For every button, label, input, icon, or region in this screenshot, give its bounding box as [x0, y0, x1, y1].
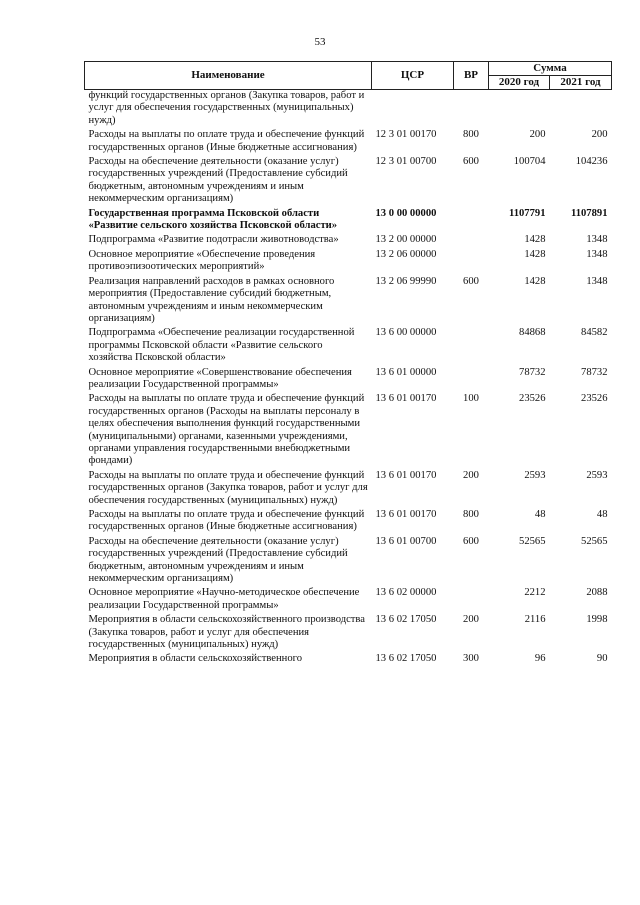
row-amount-2021: 1348 — [586, 275, 608, 287]
row-name: Основное мероприятие «Научно-методическое обеспечение реализации Государственной программы» — [88, 587, 360, 611]
row-amount-2021 — [550, 90, 612, 130]
row-amount-2021: 52565 — [581, 535, 608, 547]
row-name: функций государственных органов (Закупка товаров, работ и услуг для обеспечения государственных (муниципальных) нужд) — [88, 90, 365, 126]
row-amount-2020: 96 — [534, 653, 546, 665]
row-csr: 13 6 01 00700 — [375, 535, 437, 547]
header-csr: ЦСР — [372, 62, 454, 90]
table-row — [85, 587, 612, 614]
row-amount-2020: 84868 — [519, 327, 546, 339]
row-vr: 200 — [463, 469, 479, 481]
row-vr — [454, 587, 489, 614]
row-vr: 100 — [463, 393, 479, 405]
budget-table — [84, 61, 612, 668]
header-name: Наименование — [85, 62, 372, 90]
table-row — [85, 249, 612, 276]
row-name: Расходы на выплаты по оплате труда и обеспечение функций государственных органов (Иные бюджетные ассигнования) — [88, 129, 365, 153]
table-row — [85, 614, 612, 653]
row-name: Подпрограмма «Обеспечение реализации государственной программы Псковской области «Развитие сельского хозяйства Псковской области» — [88, 327, 355, 364]
row-csr — [372, 90, 454, 130]
row-amount-2020: 1107791 — [509, 207, 546, 219]
row-csr: 13 6 02 17050 — [375, 614, 437, 626]
row-vr: 800 — [463, 509, 479, 520]
row-name: Расходы на выплаты по оплате труда и обеспечение функций государственных органов (Закупка товаров, работ и услуг для обеспечения государственных (муниципальных) нужд) — [88, 469, 368, 506]
row-csr: 13 6 01 00170 — [375, 393, 437, 405]
row-name: Мероприятия в области сельскохозяйственного производства (Закупка товаров, работ и услуг для обеспечения государственных (муниципальных) нужд) — [88, 614, 365, 651]
table-row — [85, 470, 612, 509]
table-row — [85, 327, 612, 366]
row-amount-2020: 2116 — [524, 614, 546, 626]
row-amount-2021: 1107891 — [571, 207, 608, 219]
row-amount-2020: 100704 — [513, 156, 546, 168]
row-csr: 13 6 02 00000 — [375, 587, 437, 599]
row-amount-2021: 2593 — [586, 469, 608, 481]
row-amount-2020: 23526 — [519, 393, 546, 405]
table-row — [85, 90, 612, 130]
row-vr: 300 — [463, 653, 479, 665]
table-row — [85, 276, 612, 328]
table-row — [85, 653, 612, 667]
row-vr: 600 — [463, 156, 479, 168]
row-amount-2021: 2088 — [586, 587, 608, 599]
header-year-2021: 2021 год — [550, 76, 612, 90]
table-row — [85, 156, 612, 208]
row-amount-2021: 1348 — [586, 234, 608, 246]
row-amount-2020: 1428 — [524, 275, 546, 287]
row-amount-2021: 23526 — [581, 393, 608, 405]
row-csr: 13 2 06 00000 — [375, 248, 437, 260]
row-amount-2020: 52565 — [519, 535, 546, 547]
row-csr: 13 6 01 00000 — [375, 366, 437, 378]
table-row — [85, 367, 612, 394]
table-row — [85, 536, 612, 588]
row-vr — [454, 327, 489, 366]
row-csr: 13 0 00 00000 — [375, 207, 437, 219]
row-name: Подпрограмма «Развитие подотрасли животноводства» — [88, 234, 339, 246]
row-name: Расходы на выплаты по оплате труда и обеспечение функций государственных органов (Иные бюджетные ассигнования) — [88, 509, 365, 533]
table-body — [85, 90, 612, 668]
row-name: Основное мероприятие «Обеспечение проведения противоэпизоотических мероприятий» — [88, 248, 316, 273]
table-row — [85, 208, 612, 235]
row-vr: 600 — [463, 275, 479, 287]
row-amount-2021: 1998 — [586, 614, 608, 626]
row-vr: 800 — [463, 129, 479, 141]
table-row — [85, 234, 612, 248]
row-name: Расходы на обеспечение деятельности (оказание услуг) государственных учреждений (Предоставление субсидий бюджетным, автономным учреждениям и иным некоммерческим организациям) — [88, 535, 348, 585]
table-row — [85, 393, 612, 469]
header-year-2020: 2020 год — [489, 76, 550, 90]
table-header — [85, 62, 612, 90]
row-amount-2020: 2593 — [524, 469, 546, 481]
row-csr: 12 3 01 00170 — [375, 129, 437, 141]
row-vr — [454, 249, 489, 276]
row-amount-2020: 2212 — [524, 587, 546, 599]
row-vr — [454, 90, 489, 130]
row-amount-2020: 1428 — [524, 248, 546, 260]
page-number: 53 — [314, 36, 326, 48]
row-name: Реализация направлений расходов в рамках основного мероприятия (Предоставление субсидий бюджетным, автономным учреждениям и иным некоммерческим организациям) — [88, 275, 335, 324]
row-vr: 600 — [463, 535, 479, 547]
row-name: Основное мероприятие «Совершенствование обеспечения реализации Государственной программы» — [88, 366, 352, 390]
row-vr — [454, 208, 489, 235]
row-csr: 13 6 02 17050 — [375, 653, 437, 665]
row-csr: 12 3 01 00700 — [375, 156, 437, 168]
row-name: Государственная программа Псковской области «Развитие сельского хозяйства Псковской области» — [88, 207, 338, 232]
row-name: Мероприятия в области сельскохозяйственного — [88, 653, 303, 665]
row-amount-2020 — [489, 90, 550, 130]
row-amount-2021: 78732 — [581, 366, 608, 378]
row-csr: 13 6 00 00000 — [375, 327, 437, 339]
row-amount-2020: 1428 — [524, 234, 546, 246]
row-amount-2021: 84582 — [581, 327, 608, 339]
row-amount-2021: 90 — [596, 653, 608, 665]
header-vr: ВР — [454, 62, 489, 90]
row-amount-2020: 48 — [534, 509, 546, 520]
row-csr: 13 6 01 00170 — [375, 509, 437, 520]
table-row — [85, 129, 612, 156]
row-vr — [454, 234, 489, 248]
row-vr — [454, 367, 489, 394]
row-csr: 13 2 06 99990 — [375, 275, 437, 287]
header-sum: Сумма — [489, 62, 612, 76]
row-name: Расходы на выплаты по оплате труда и обеспечение функций государственных органов (Расходы на выплаты персоналу в целях обеспечения выполнения функций государственными (муниципальными) органами, казенными учреждениями, органами управления государственными внебюджетными фондами) — [88, 393, 365, 467]
row-vr: 200 — [463, 614, 479, 626]
row-amount-2021: 48 — [596, 509, 608, 520]
row-amount-2020: 78732 — [519, 366, 546, 378]
table-row — [85, 509, 612, 536]
row-csr: 13 6 01 00170 — [375, 469, 437, 481]
row-amount-2021: 200 — [591, 129, 608, 141]
row-amount-2021: 104236 — [575, 156, 608, 168]
row-amount-2021: 1348 — [586, 248, 608, 260]
row-name: Расходы на обеспечение деятельности (оказание услуг) государственных учреждений (Предоставление субсидий бюджетным, автономным учреждениям и иным некоммерческим организациям) — [88, 156, 348, 205]
row-csr: 13 2 00 00000 — [375, 234, 437, 246]
row-amount-2020: 200 — [529, 129, 546, 141]
